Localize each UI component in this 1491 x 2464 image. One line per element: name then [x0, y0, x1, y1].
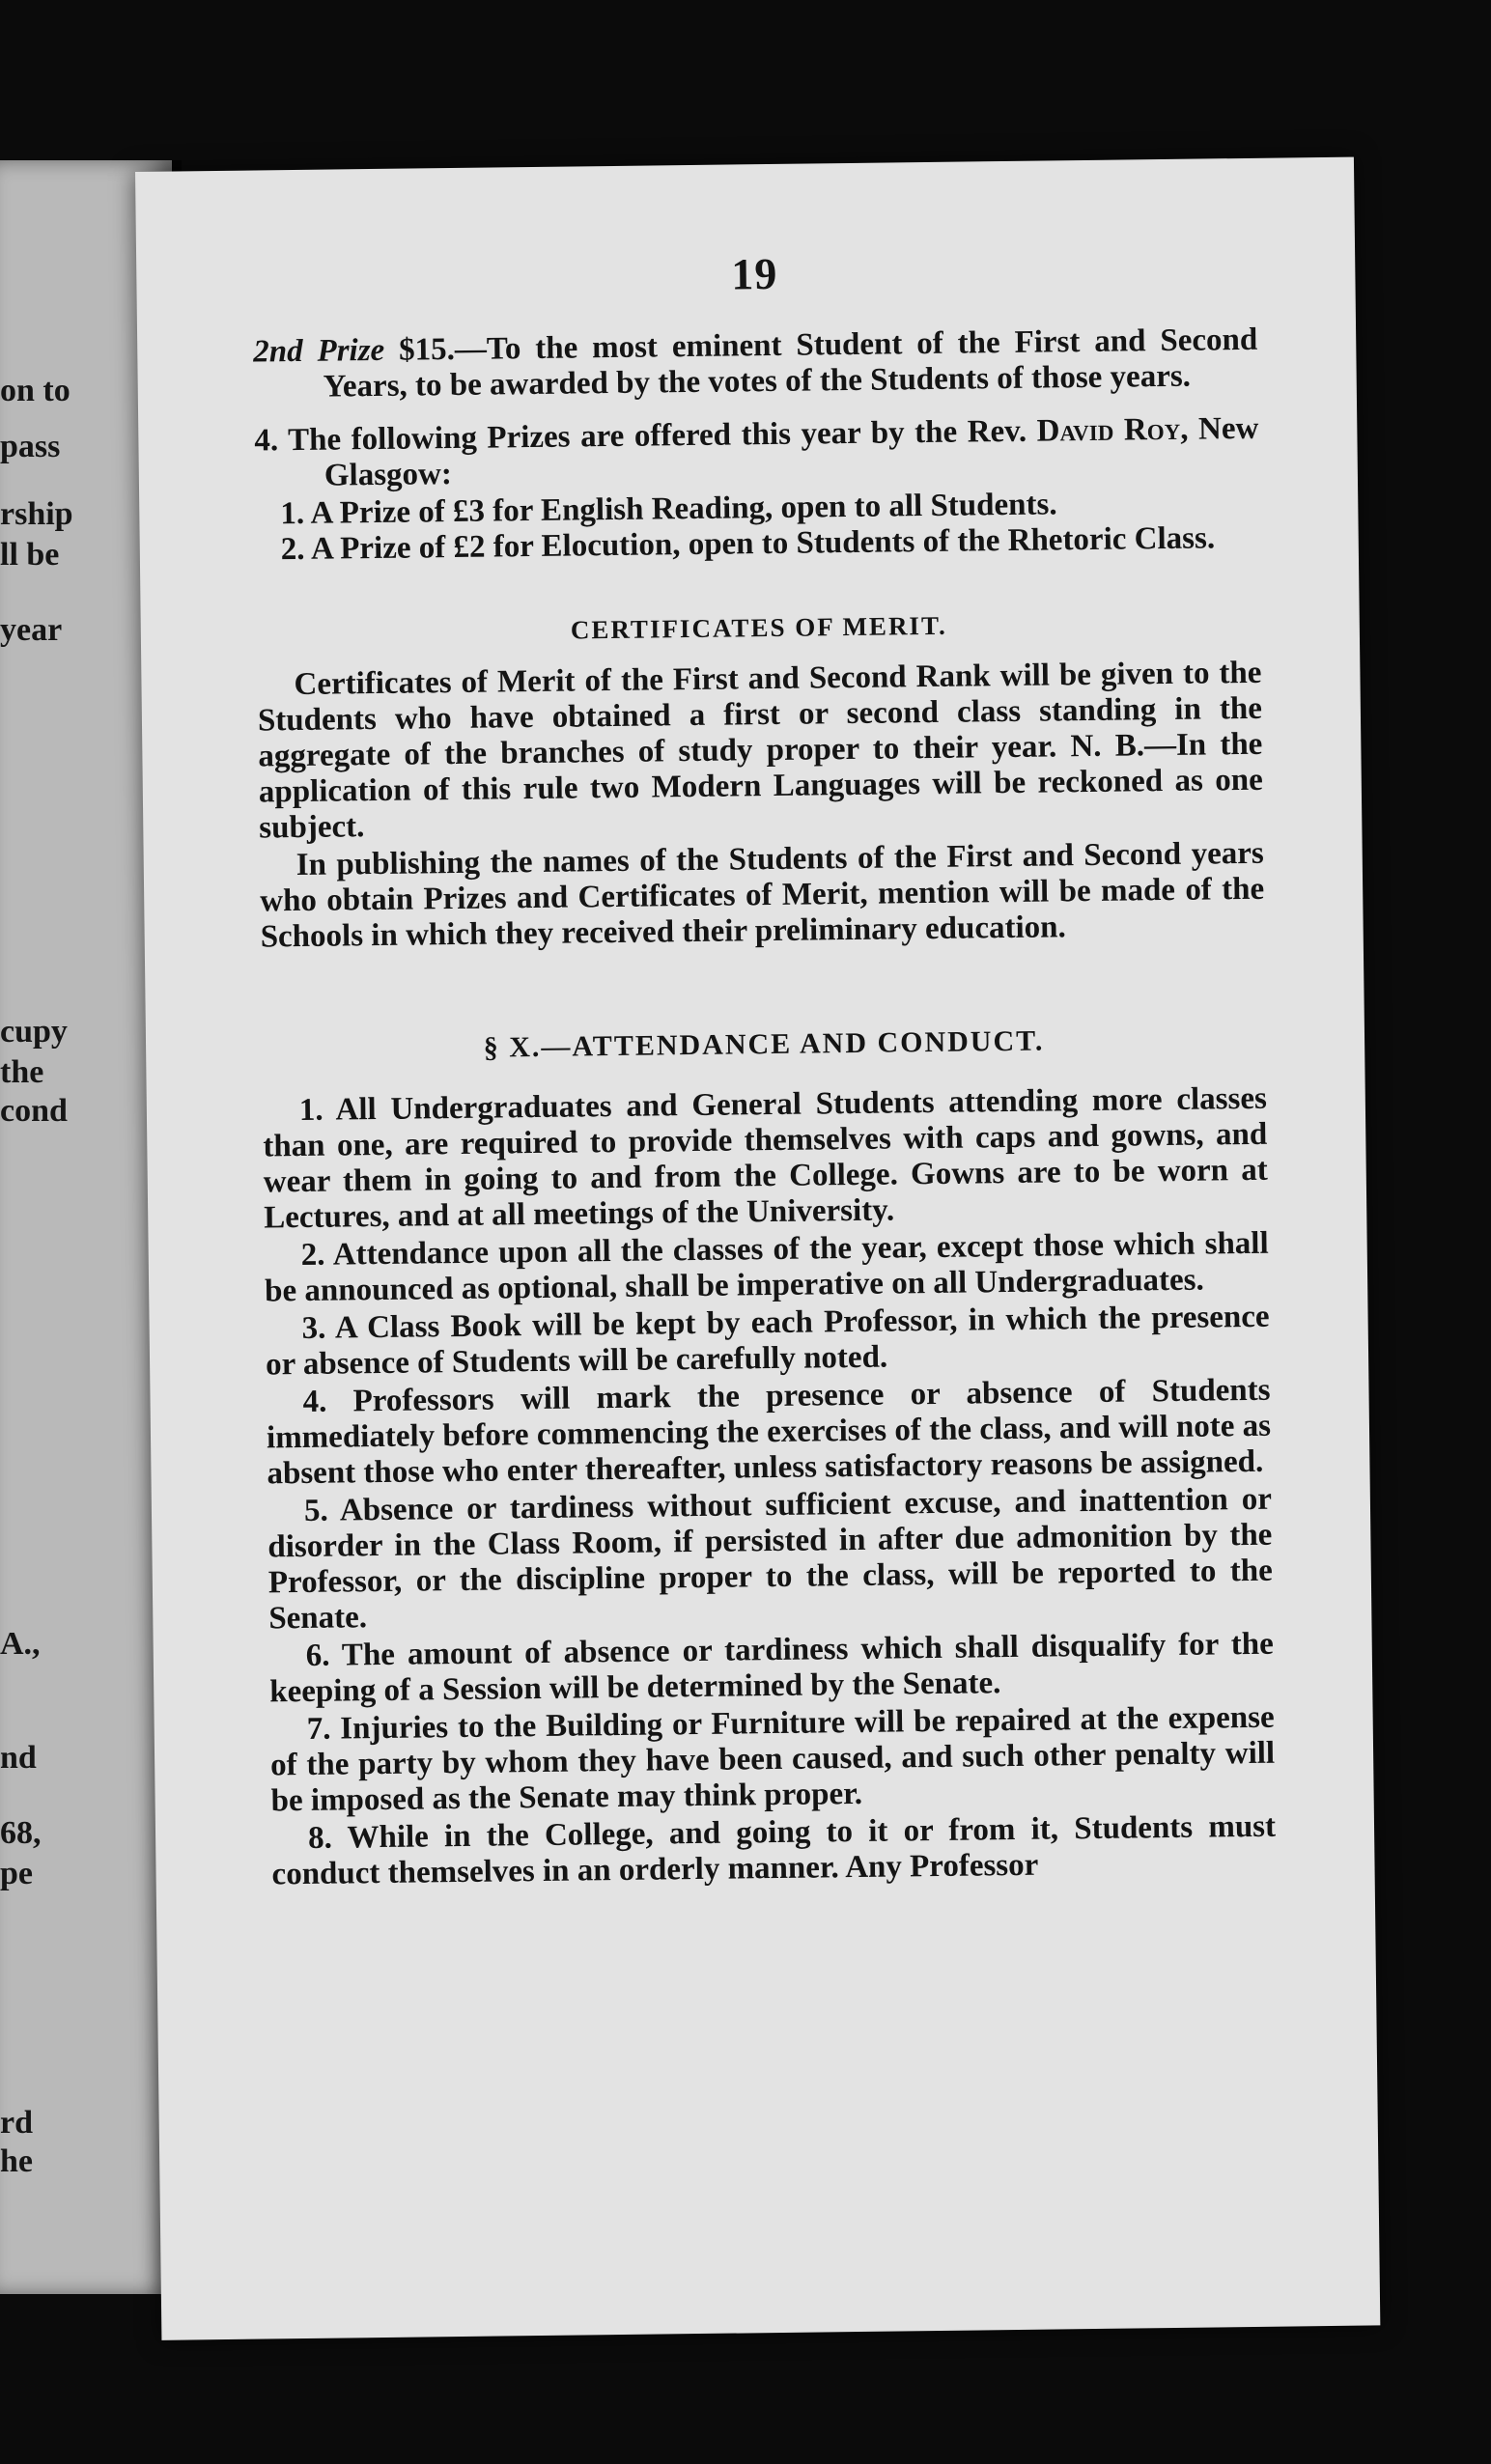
patron-name: David Roy — [1036, 411, 1181, 449]
page-number: 19 — [731, 248, 778, 299]
section-item: 2. Attendance upon all the classes of the year, except those which shall be announced as optional, shall be imperative on all Undergraduates. — [264, 1225, 1269, 1309]
section-item: 5. Absence or tardiness without sufficient excuse, and inattention or disorder in the Class Room, if persisted in after due admonition by the Professor, or the discipline proper to the class, will be reported to the Senate. — [267, 1481, 1274, 1637]
left-fragment: cupy — [0, 1014, 68, 1050]
section-item: 6. The amount of absence or tardiness which shall disqualify for the keeping of a Session will be determined by the Senate. — [269, 1626, 1274, 1710]
left-fragment: he — [0, 2143, 33, 2179]
certificates-heading: CERTIFICATES OF MERIT. — [570, 610, 947, 645]
item-4 — [254, 411, 1259, 495]
prize-label: 2nd Prize — [253, 332, 385, 370]
sub-item-text: A Prize of £3 for English Reading, open to all Students. — [310, 487, 1057, 531]
section-item: 1. All Undergraduates and General Students attending more classes than one, are required to provide themselves with caps and gowns, and wear them in going to and from the College. Gowns are to be worn at Lectures, and at all meetings of the University. — [263, 1080, 1268, 1236]
book-page — [135, 157, 1380, 2340]
item-text-tail: , New Glasgow: — [324, 410, 1259, 493]
left-fragment: cond — [0, 1093, 68, 1129]
prize-2nd — [253, 322, 1258, 406]
sub-item-text: A Prize of £2 for Elocution, open to Students of the Rhetoric Class. — [310, 520, 1216, 567]
left-fragment: on to — [0, 373, 70, 408]
left-fragment: pass — [0, 429, 61, 464]
section-item: 3. A Class Book will be kept by each Professor, in which the presence or absence of Students will be carefully noted. — [265, 1299, 1270, 1383]
left-fragment: nd — [0, 1740, 37, 1776]
left-fragment: ll be — [0, 537, 60, 573]
section-heading: § X.—ATTENDANCE AND CONDUCT. — [483, 1024, 1045, 1064]
section-item: 8. While in the College, and going to it or from it, Students must conduct themselves in an orderly manner. Any Professor — [271, 1808, 1277, 1892]
left-fragment: A., — [0, 1626, 41, 1662]
page-content — [252, 250, 1277, 1895]
sub-item-number: 2. — [280, 531, 305, 568]
item-number: 4. — [254, 423, 279, 459]
sub-item-number: 1. — [280, 495, 305, 532]
left-fragment: the — [0, 1054, 44, 1090]
left-fragment: rship — [0, 496, 73, 532]
left-fragment: rd — [0, 2105, 33, 2141]
prize-text: $15.—To the most eminent Student of the First and Second Years, to be awarded by the votes of the Students of those years. — [323, 322, 1258, 405]
left-fragment: pe — [0, 1856, 33, 1891]
left-fragment: 68, — [0, 1815, 42, 1851]
item-text: The following Prizes are offered this year by the Rev. — [287, 413, 1027, 459]
left-fragment: year — [0, 612, 63, 648]
section-item: 7. Injuries to the Building or Furniture will be repaired at the expense of the party by whom they have been caused, and such other penalty will be imposed as the Senate may think proper. — [269, 1699, 1276, 1819]
certificates-paragraph: In publishing the names of the Students of the First and Second years who obtain Prizes and Certificates of Merit, mention will be made of the Schools in which they received their preliminary education. — [260, 835, 1265, 955]
section-item: 4. Professors will mark the presence or absence of Students immediately before commencing the exercises of the class, and will note as absent those who enter thereafter, unless satisfactory reasons be assigned. — [266, 1372, 1272, 1492]
certificates-paragraph: Certificates of Merit of the First and Second Rank will be given to the Students who have obtained a first or second class standing in the aggregate of the branches of study proper to their year. N. B.—In the application of this rule two Modern Languages will be reckoned as one subject. — [257, 655, 1264, 846]
